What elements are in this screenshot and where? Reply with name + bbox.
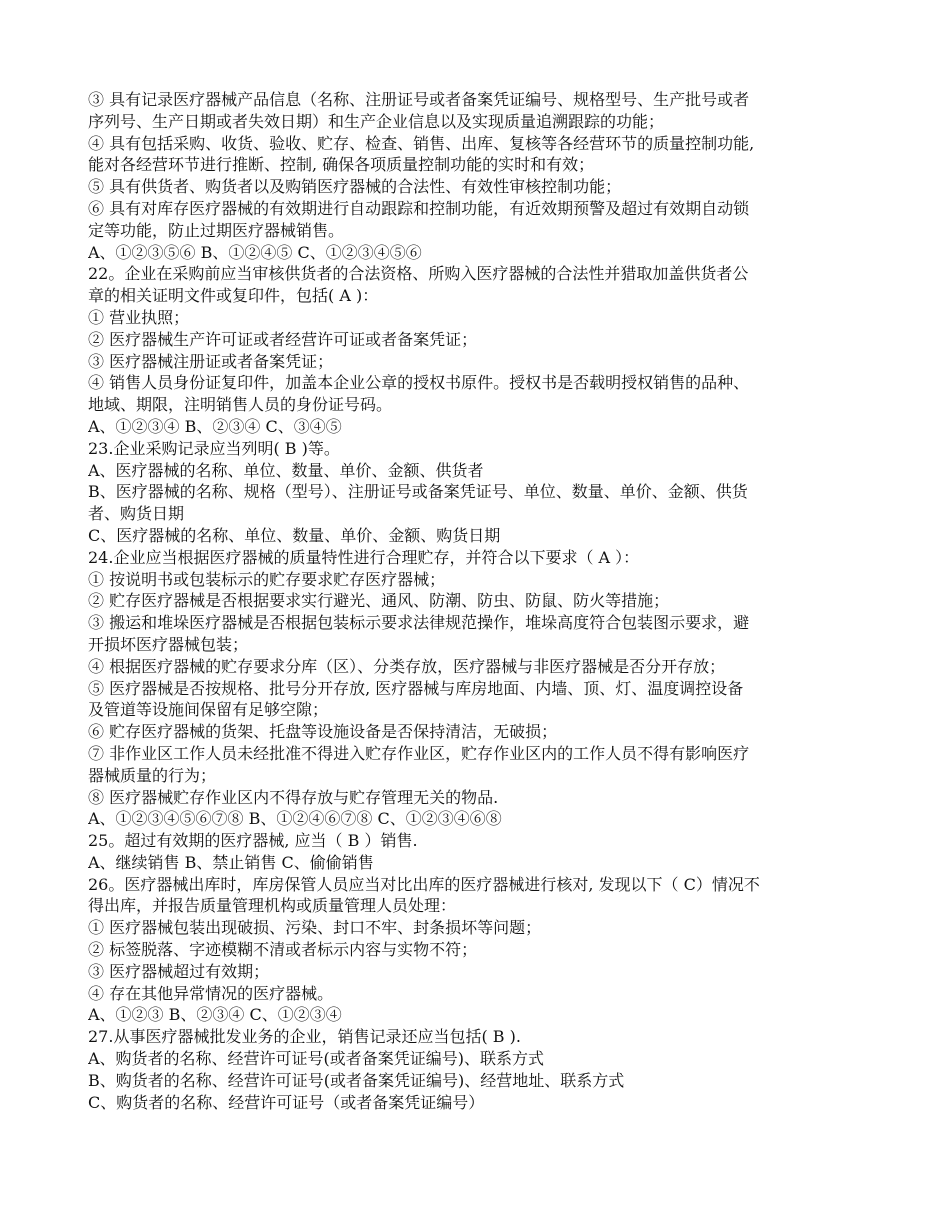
text-line: 地域、期限，注明销售人员的身份证号码。 [88,395,393,415]
text-line: ③ 搬运和堆垛医疗器械是否根据包装标示要求法律规范操作，堆垛高度符合包装图示要求，避 [88,613,750,633]
text-line: ④ 具有包括采购、收货、验收、贮存、检查、销售、出库、复核等各经营环节的质量控制功能, [88,133,755,153]
text-line: 者、购货日期 [88,504,185,524]
text-line: ⑥ 具有对库存医疗器械的有效期进行自动跟踪和控制功能，有近效期预警及超过有效期自动锁 [88,198,750,218]
text-line: ② 医疗器械生产许可证或者经营许可证或者备案凭证； [88,329,478,349]
text-line: ① 按说明书或包装标示的贮存要求贮存医疗器械； [88,569,446,589]
text-line: ⑦ 非作业区工作人员未经批准不得进入贮存作业区，贮存作业区内的工作人员不得有影响医疗 [88,743,750,763]
text-line: B、医疗器械的名称、规格（型号）、注册证号或备案凭证号、单位、数量、单价、金额、供货 [88,482,748,502]
document-page [88,89,868,1113]
text-line: ③ 医疗器械超过有效期； [88,961,270,981]
question-23: 23.企业采购记录应当列明( B )等。 [88,438,340,458]
text-line: ① 医疗器械包装出现破损、污染、封口不牢、封条损坏等问题； [88,918,542,938]
text-line: 能对各经营环节进行推断、控制, 确保各项质量控制功能的实时和有效； [88,155,595,175]
text-line: ⑤ 医疗器械是否按规格、批号分开存放, 医疗器械与库房地面、内墙、顶、灯、温度调控设备 [88,678,744,698]
question-22: 22。企业在采购前应当审核供货者的合法资格、所购入医疗器械的合法性并猎取加盖供货者公 [88,264,749,284]
text-line: ④ 存在其他异常情况的医疗器械。 [88,983,334,1003]
text-line: 序列号、生产日期或者失效日期）和生产企业信息以及实现质量追溯跟踪的功能； [88,111,665,131]
text-line: ⑤ 具有供货者、购货者以及购销医疗器械的合法性、有效性审核控制功能； [88,177,622,197]
text-line: ④ 根据医疗器械的贮存要求分库（区）、分类存放，医疗器械与非医疗器械是否分开存放； [88,656,726,676]
question-27: 27.从事医疗器械批发业务的企业，销售记录还应当包括( B ). [88,1027,521,1047]
question-24: 24.企业应当根据医疗器械的质量特性进行合理贮存，并符合以下要求（ A ）： [88,547,640,567]
text-line: ⑧ 医疗器械贮存作业区内不得存放与贮存管理无关的物品. [88,787,499,807]
answer-options: A、①②③④⑤⑥⑦⑧ B、①②④⑥⑦⑧ C、①②③④⑥⑧ [88,809,502,829]
text-line: C、购货者的名称、经营许可证号（或者备案凭证编号） [88,1092,485,1112]
answer-options: A、①②③ B、②③④ C、①②③④ [88,1005,342,1025]
answer-options: A、①②③④ B、②③④ C、③④⑤ [88,416,342,436]
text-line: ③ 具有记录医疗器械产品信息（名称、注册证号或者备案凭证编号、规格型号、生产批号或者 [88,90,750,109]
text-line: 章的相关证明文件或复印件，包括( A )： [88,286,379,306]
question-26: 26。医疗器械出库时，库房保管人员应当对比出库的医疗器械进行核对, 发现以下（ C）情况不 [88,874,760,894]
text-line: ① 营业执照； [88,307,190,327]
text-line: 得出库，并报告质量管理机构或质量管理人员处理： [88,896,457,916]
text-line: ⑥ 贮存医疗器械的货架、托盘等设施设备是否保持清洁，无破损； [88,722,558,742]
text-line: 定等功能，防止过期医疗器械销售。 [88,220,345,240]
text-line: 及管道等设施间保留有足够空隙； [88,700,329,720]
answer-options: A、①②③⑤⑥ B、①②④⑤ C、①②③④⑤⑥ [88,242,422,262]
text-line: ③ 医疗器械注册证或者备案凭证； [88,351,334,371]
text-line: A、购货者的名称、经营许可证号(或者备案凭证编号)、联系方式 [88,1049,545,1069]
text-line: C、医疗器械的名称、单位、数量、单价、金额、购货日期 [88,525,501,545]
text-line: B、购货者的名称、经营许可证号(或者备案凭证编号)、经营地址、联系方式 [88,1070,625,1090]
text-line: A、医疗器械的名称、单位、数量、单价、金额、供货者 [88,460,484,480]
question-25: 25。超过有效期的医疗器械, 应当（ B ）销售. [88,831,418,851]
text-line: 开损坏医疗器械包装； [88,634,249,654]
text-line: ② 标签脱落、字迹模糊不清或者标示内容与实物不符； [88,940,478,960]
text-line: 器械质量的行为； [88,765,217,785]
answer-options: A、继续销售 B、禁止销售 C、偷偷销售 [88,852,374,872]
text-line: ④ 销售人员身份证复印件，加盖本企业公章的授权书原件。授权书是否载明授权销售的品种、 [88,373,750,393]
text-line: ② 贮存医疗器械是否根据要求实行避光、通风、防潮、防虫、防鼠、防火等措施； [88,591,670,611]
